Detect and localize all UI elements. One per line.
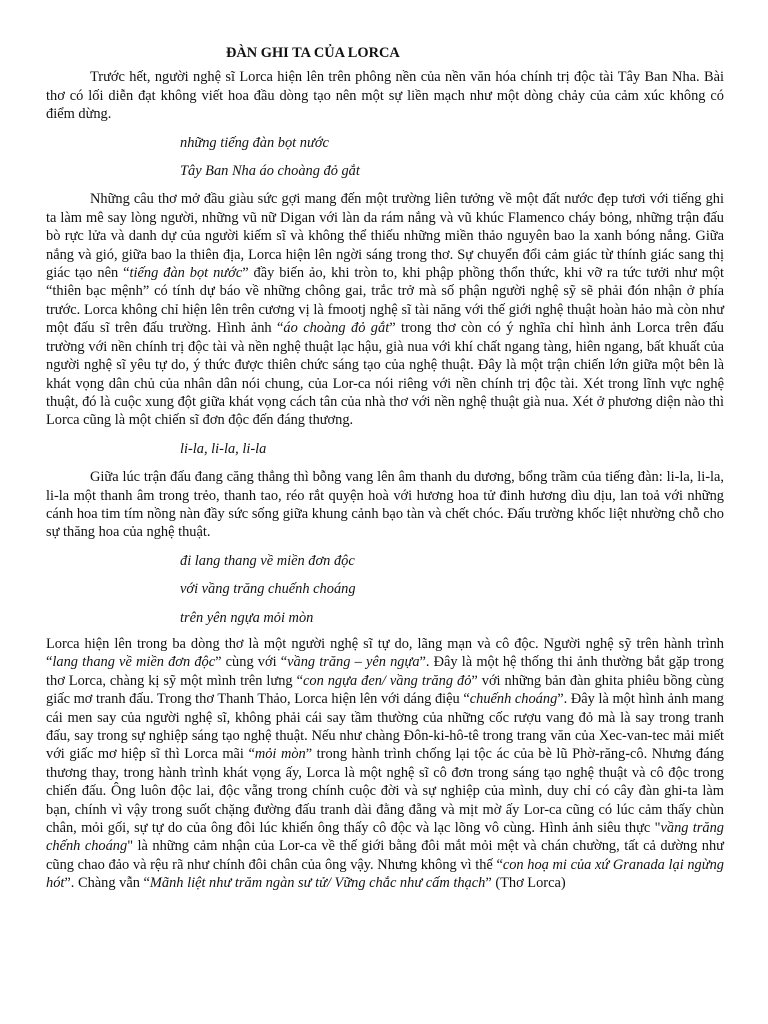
verse-line: li-la, li-la, li-la xyxy=(180,440,267,457)
text-run: Những câu thơ mở đầu giàu sức gợi mang đến một trường liên tưởng về một đất nước đẹp tươi với tiếng ghi ta làm mê say lòng người, những vũ nữ Digan với làn da rám nắng và vũ khúc Flamenco cháy bỏng, những trận đấu bò rực lửa và danh dự của người kiếm sĩ và không thể thiếu những miền thảo nguyên bao la xanh bóng nắng. Giữa nắng và gió, giữa bao la thiên địa, Lorca hiện lên ngời sáng trong thơ. Sự chuyển đổi cảm giác từ thính giác sang thị giác tạo nên “ xyxy=(46,191,724,282)
quoted-phrase: lang thang về miền đơn độc xyxy=(52,654,216,671)
quoted-phrase: con hoạ mi của xứ Granada lại ngừng hót xyxy=(46,856,724,892)
quoted-phrase: áo choàng đỏ gắt xyxy=(283,320,390,337)
verse-line: Tây Ban Nha áo choàng đỏ gắt xyxy=(180,163,360,180)
paragraph-analysis-3 xyxy=(46,635,724,893)
paragraph-intro: Trước hết, người nghệ sĩ Lorca hiện lên trên phông nền của nền văn hóa chính trị độc tài Tây Ban Nha. Bài thơ có lối diễn đạt không viết hoa đầu dòng tạo nên một sự liền mạch như một dòng chảy của cảm xúc không có điểm dừng. xyxy=(46,69,724,123)
text-run: Lorca hiện lên trong ba dòng thơ là một người nghệ sĩ tự do, lãng mạn và cô độc. Người nghệ sỹ trên hành trình “ xyxy=(46,635,724,671)
text-run: ” trong hành trình chống lại tộc ác của bè lũ Phờ-răng-cô. Nhưng đáng thương thay, trong hành trình khát vọng ấy, Lorca là một nghệ sĩ cô đơn trong sáng tạo nghệ thuật và cô độc trong chiến đấu. Ông luôn độc lai, độc vẵng trong chính cuộc đời và sự nghiệp của mình, duy chỉ có cây đàn ghi-ta làm bạn, chính vì vậy trong suốt chặng đường đấu tranh dài đằng đẵng và mịt mờ ấy Lor-ca cũng có lúc cảm thấy chùn chân, mỏi gối, sự tự do của ông đôi lúc khiến ông thấy cô độc và lạc lõng vô cùng. Hình ảnh siêu thực " xyxy=(46,746,725,837)
verse-line: với vầng trăng chuếnh choáng xyxy=(180,581,356,598)
text-run: ” cùng với “ xyxy=(215,654,288,671)
text-run: ” (Thơ Lorca) xyxy=(485,875,566,892)
quoted-phrase: vầng trăng – yên ngựa xyxy=(287,654,420,671)
text-run: ”. Chàng vẫn “ xyxy=(64,875,150,892)
text-run: ” đầy biến ảo, khi tròn to, khi phập phồng thổn thức, khi vỡ ra tức tưởi như một “thiên bạc mệnh” có tính dự báo về những chông gai, trắc trở mà số phận người nghệ sỹ sẽ phải đón nhận ở phía trước. Lorca không chỉ hiện lên trên cương vị là fmootj nghệ sĩ tài năng với thế giới nghệ thuật hoàn hảo mà còn như một đấu sĩ trên đấu trường. Hình ảnh “ xyxy=(46,265,724,337)
quoted-phrase: chuếnh choáng xyxy=(469,691,558,708)
quoted-phrase: Mãnh liệt như trăm ngàn sư tử/ Vững chắc như cấm thạch xyxy=(149,875,486,892)
text-run: ”. Đây là một hệ thống thi ảnh thường bắt gặp trong thơ Lorca, chàng kị sỹ một mình trên lưng “ xyxy=(46,654,724,689)
paragraph-analysis-2: Giữa lúc trận đấu đang căng thẳng thì bỗng vang lên âm thanh du dương, bổng trầm của tiếng đàn: li-la, li-la, li-la một thanh âm trong trẻo, thanh tao, réo rắt quyện hoà với hương hoa tử đinh hương dìu dịu, lan toả với những cánh hoa tim tím nồng nàn đầy sức sống giữa khung cảnh bạo tàn và chết chóc. Đấu trường khốc liệt nhường chỗ cho sự thăng hoa của nghệ thuật. xyxy=(46,469,724,541)
quoted-phrase: con ngựa đen/ vầng trăng đỏ xyxy=(302,672,472,689)
quoted-phrase: tiếng đàn bọt nước xyxy=(129,265,243,282)
text-run: ” trong thơ còn có ý nghĩa chỉ hình ảnh Lorca trên đấu trường với nền chính trị độc tài và nền nghệ thuật lạc hậu, già nua với khí chất ngang tàng, hiên ngang, bất khuất của người nghệ sĩ yêu tự do, ý thức được thiên chức sáng tạo của nghệ thuật. Đây là một trận chiến lớn giữa một bên là khát vọng dân chủ của nhân dân nói chung, của Lor-ca nói riêng với nền chính trị độc tài. Xét trong lĩnh vực nghệ thuật, đó là cuộc xung đột giữa khát vọng cách tân của nhà thơ với nền nghệ thuật già nua. Xét ở phương diện nào thì Lorca cũng là một chiến sĩ đơn độc đến đáng thương. xyxy=(46,320,724,429)
document-title: ĐÀN GHI TA CỦA LORCA xyxy=(226,45,400,61)
paragraph-analysis-1 xyxy=(46,190,724,429)
text-run: ”. Đây là một hình ảnh mang cái men say của người nghệ sĩ, không phải cái say tầm thường của những cốc rượu vang đỏ mà là say trong tranh đấu, say trong sự nghiệp sáng tạo nghệ thuật. Nếu như chàng Đôn-ki-hô-tê trong trang văn của Xec-van-tec mải miết với giấc mơ hiệp sĩ thì Lorca mãi “ xyxy=(46,691,724,763)
verse-line: trên yên ngựa mỏi mòn xyxy=(180,609,314,626)
verse-line: những tiếng đàn bọt nước xyxy=(180,134,329,151)
quoted-phrase: vầng trăng chếnh choáng xyxy=(46,820,724,855)
verse-line: đi lang thang về miền đơn độc xyxy=(180,552,355,569)
quoted-phrase: mỏi mòn xyxy=(254,746,306,763)
text-run: ” với những bản đàn ghita phiêu bồng cùng giấc mơ tranh đấu. Trong thơ Thanh Thảo, Lorca hiện lên với dáng điệu “ xyxy=(46,672,724,708)
document-page xyxy=(46,44,724,893)
text-run: " là những cảm nhận của Lor-ca về thế giới bằng đôi mắt mỏi mệt và chán chường, tất cả dường như cũng chao đảo và rệu rã như chính đôi chân của ông vậy. Nhưng không vì thế “ xyxy=(46,838,724,873)
